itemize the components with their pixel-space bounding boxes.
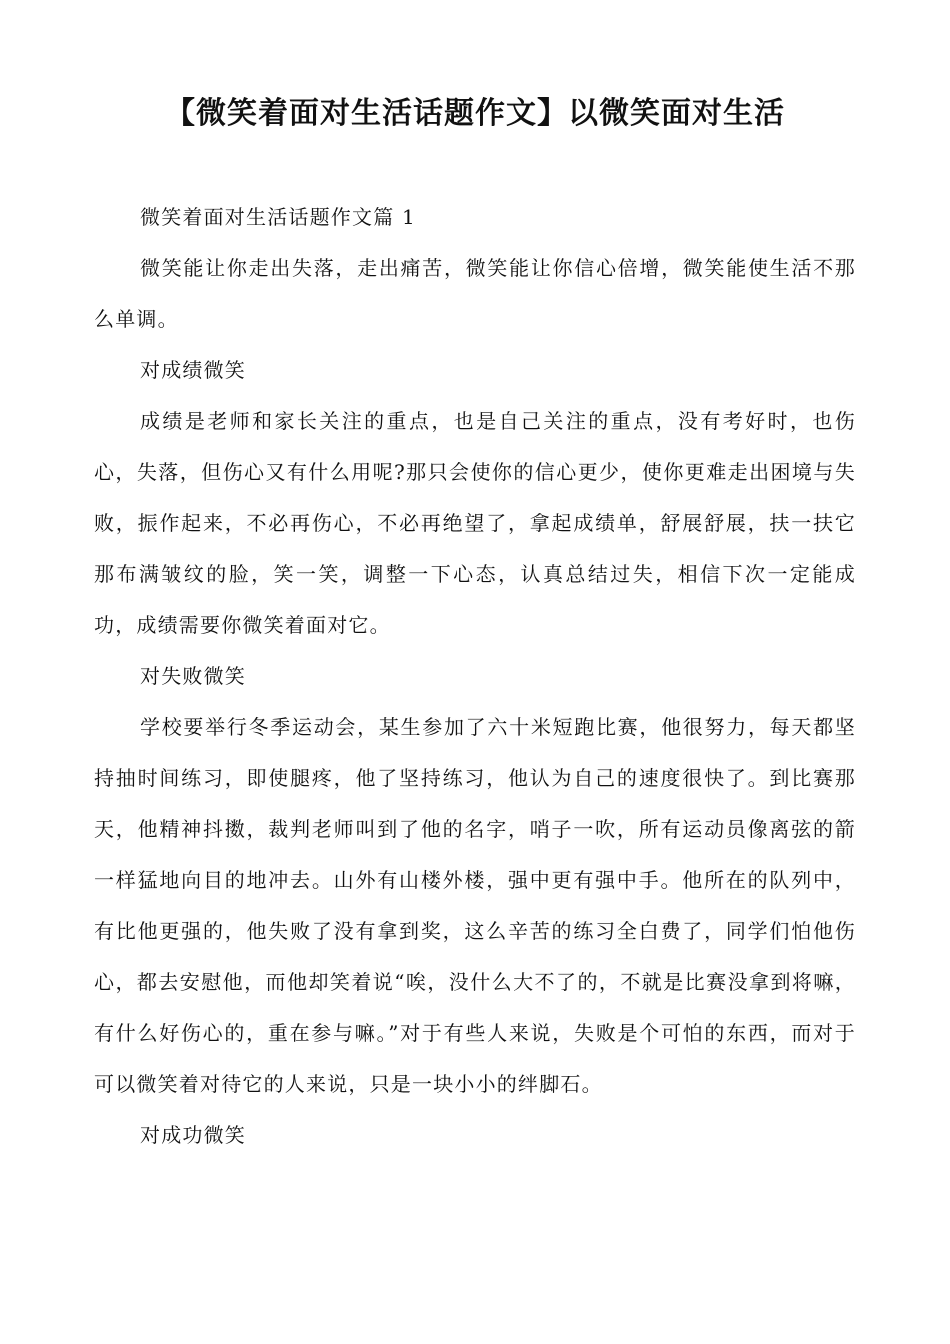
document-body: [94, 192, 856, 1161]
section-heading-success: 对成功微笑: [140, 1123, 246, 1147]
document-title: 【微笑着面对生活话题作文】以微笑面对生活: [165, 96, 785, 131]
failure-paragraph: 学校要举行冬季运动会，某生参加了六十米短跑比赛，他很努力，每天都坚持抽时间练习，即使腿疼，他了坚持练习，他认为自己的速度很快了。到比赛那天，他精神抖擞，裁判老师叫到了他的名字，哨子一吹，所有运动员像离弦的箭一样猛地向目的地冲去。山外有山楼外楼，强中更有强中手。他所在的队列中，有比他更强的，他失败了没有拿到奖，这么辛苦的练习全白费了，同学们怕他伤心，都去安慰他，而他却笑着说“唉，没什么大不了的，不就是比赛没拿到将嘛，有什么好伤心的，重在参与嘛。”对于有些人来说，失败是个可怕的东西，而对于可以微笑着对待它的人来说，只是一块小小的绊脚石。: [94, 715, 856, 1096]
intro-paragraph: 微笑能让你走出失落，走出痛苦，微笑能让你信心倍增，微笑能使生活不那么单调。: [94, 256, 856, 331]
grades-paragraph: 成绩是老师和家长关注的重点，也是自己关注的重点，没有考好时，也伤心，失落，但伤心又有什么用呢?那只会使你的信心更少，使你更难走出困境与失败，振作起来，不必再伤心，不必再绝望了，拿起成绩单，舒展舒展，扶一扶它那布满皱纹的脸，笑一笑，调整一下心态，认真总结过失，相信下次一定能成功，成绩需要你微笑着面对它。: [94, 409, 856, 637]
section-heading-failure: 对失败微笑: [140, 664, 246, 688]
essay-heading: 微笑着面对生活话题作文篇 1: [140, 205, 416, 229]
section-heading-grades: 对成绩微笑: [140, 358, 246, 382]
